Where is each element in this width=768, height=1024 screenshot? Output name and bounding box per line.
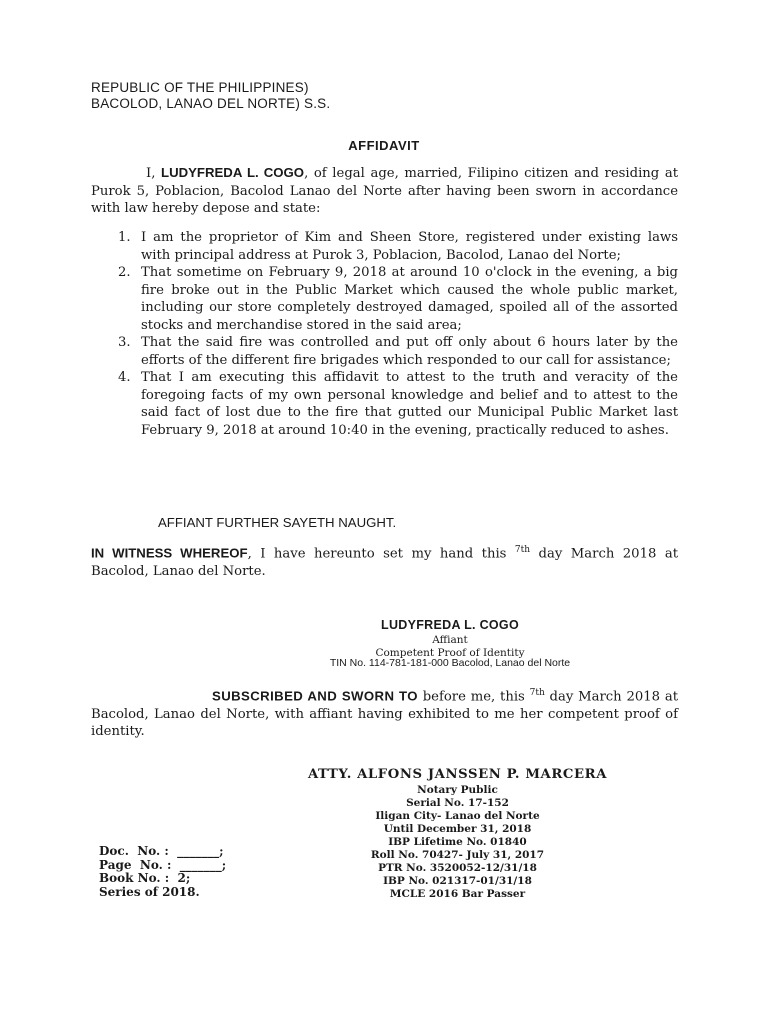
jurat-post: day March 2018 at Bacolod, Lanao del Norte, with affiant having exhibited to me her competent proof of identity. bbox=[91, 689, 678, 740]
further-sayeth-line: AFFIANT FURTHER SAYETH NAUGHT. bbox=[158, 515, 397, 530]
list-item bbox=[91, 369, 678, 439]
notary-ibp-no: IBP No. 021317-01/31/18 bbox=[383, 875, 532, 887]
notary-roll-no: Roll No. 70427- July 31, 2017 bbox=[370, 849, 545, 861]
affiant-role: Affiant bbox=[432, 634, 468, 646]
affiant-proof-label: Competent Proof of Identity bbox=[375, 647, 525, 659]
witness-paragraph bbox=[91, 542, 678, 580]
intro-rest: , of legal age, married, Filipino citizen and residing at Purok 5, Poblacion, Bacolod Lanao del Norte after having been sworn in accordance with law hereby depose and state: bbox=[91, 166, 679, 216]
list-item-number: 3. bbox=[118, 335, 131, 350]
docket-block bbox=[99, 845, 226, 899]
jurat-day-sup: 7th bbox=[529, 688, 545, 698]
list-item-number: 2. bbox=[118, 265, 131, 280]
affiant-tin: TIN No. 114-781-181-000 Bacolod, Lanao del Norte bbox=[329, 657, 571, 669]
notary-name: ATTY. ALFONS JANSSEN P. MARCERA bbox=[307, 767, 608, 782]
notary-commission-until: Until December 31, 2018 bbox=[383, 823, 532, 835]
list-item-number: 1. bbox=[118, 230, 131, 245]
jurat-pre: before me, this bbox=[417, 689, 530, 705]
list-item-text: That the said fire was controlled and put off only about 6 hours later by the efforts of the different fire brigades which responded to our call for assistance; bbox=[141, 335, 678, 368]
list-item-text: That I am executing this affidavit to attest to the truth and veracity of the foregoing facts of my own personal knowledge and belief and to attest to the said fact of lost due to the fire that gutted our Municipal Public Market last February 9, 2018 at around 10:40 in the evening, practically reduced to ashes. bbox=[141, 370, 678, 438]
docket-doc-no: Doc. No. : _______; bbox=[99, 844, 224, 858]
docket-page-no: Page No. : _______; bbox=[99, 857, 227, 872]
notary-details bbox=[290, 784, 625, 901]
affiant-name-inline: LUDYFREDA L. COGO bbox=[161, 165, 305, 180]
document-title: AFFIDAVIT bbox=[348, 138, 420, 153]
list-item bbox=[91, 229, 678, 264]
notary-commission-place: Iligan City- Lanao del Norte bbox=[375, 810, 540, 822]
witness-day-sup: 7th bbox=[514, 545, 531, 555]
notary-serial: Serial No. 17-152 bbox=[406, 797, 509, 809]
docket-book-no: Book No. : 2; bbox=[99, 871, 191, 885]
notary-ptr-no: PTR No. 3520052-12/31/18 bbox=[378, 862, 537, 874]
docket-series: Series of 2018. bbox=[99, 884, 200, 899]
witness-post: day March 2018 at Bacolod, Lanao del Norte. bbox=[91, 546, 678, 579]
list-item bbox=[91, 264, 678, 334]
list-item bbox=[91, 334, 678, 369]
jurat-paragraph bbox=[91, 685, 678, 741]
list-item-text: I am the proprietor of Kim and Sheen Store, registered under existing laws with principal address at Purok 3, Poblacion, Bacolod, Lanao del Norte; bbox=[141, 230, 678, 263]
jurat-lead: SUBSCRIBED AND SWORN TO bbox=[212, 688, 418, 704]
affiant-signature-name: LUDYFREDA L. COGO bbox=[381, 618, 519, 632]
intro-paragraph bbox=[91, 164, 678, 218]
witness-pre: , I have hereunto set my hand this bbox=[247, 546, 515, 562]
notary-mcle: MCLE 2016 Bar Passer bbox=[389, 888, 526, 900]
list-item-number: 4. bbox=[118, 370, 131, 385]
header-line-1: REPUBLIC OF THE PHILIPPINES) bbox=[91, 80, 309, 95]
notary-title: Notary Public bbox=[417, 784, 498, 796]
header-line-2: BACOLOD, LANAO DEL NORTE) S.S. bbox=[91, 96, 331, 111]
statement-list bbox=[91, 229, 678, 439]
list-item-text: That sometime on February 9, 2018 at around 10 o'clock in the evening, a big fire broke out in the Public Market which caused the whole public market, including our store completely destroyed damaged, spoiled all of the assorted stocks and merchandise stored in the said area; bbox=[141, 265, 678, 333]
witness-lead: IN WITNESS WHEREOF bbox=[91, 545, 248, 561]
notary-ibp-lifetime: IBP Lifetime No. 01840 bbox=[388, 836, 527, 848]
intro-prefix: I, bbox=[146, 166, 162, 181]
